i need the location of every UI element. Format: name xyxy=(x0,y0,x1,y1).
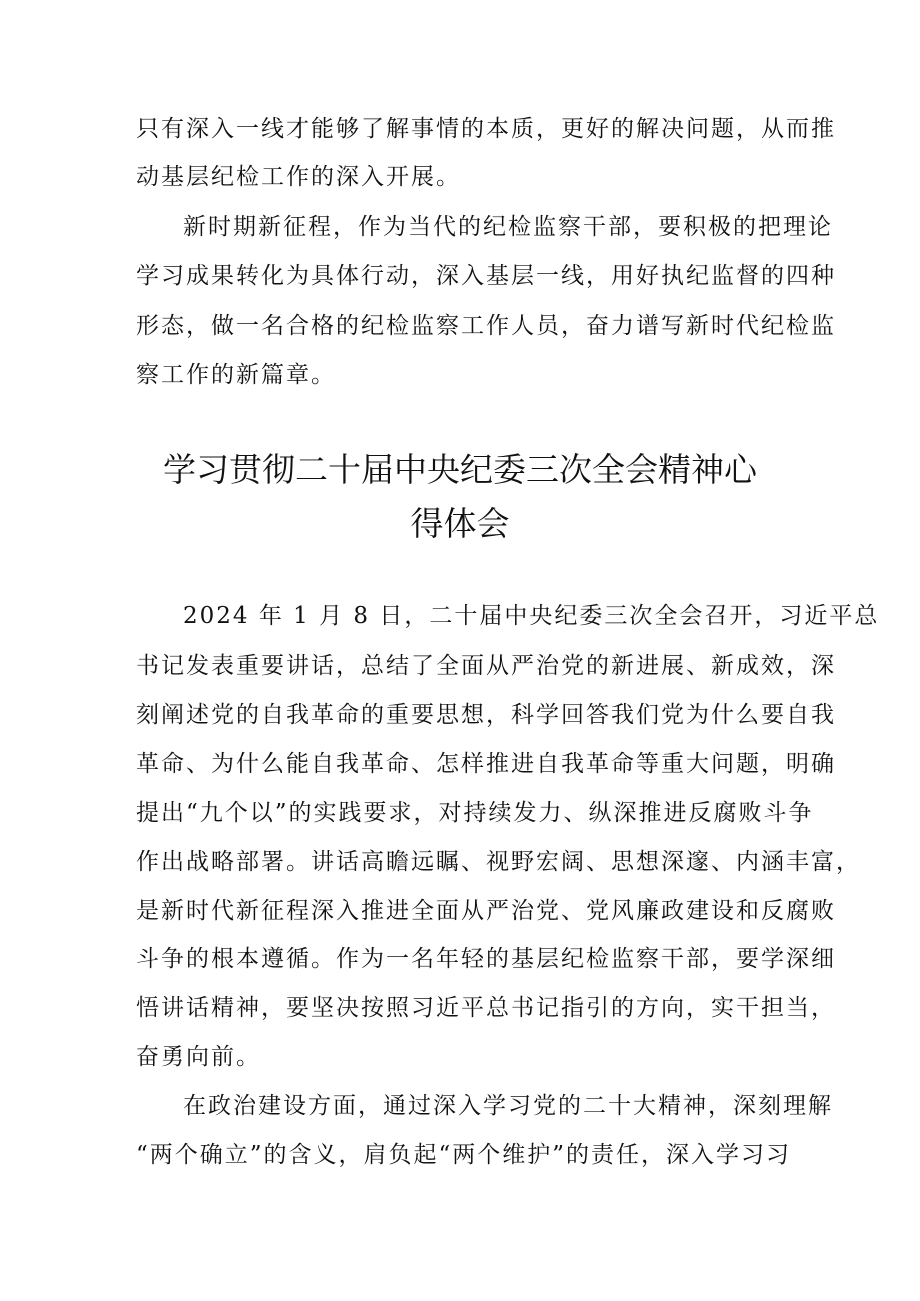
paragraph-line: 2024 年 1 月 8 日，二十届中央纪委三次全会召开，习近平总 xyxy=(183,603,880,629)
paragraph-line: 新时期新征程，作为当代的纪检监察干部，要积极的把理论 xyxy=(183,214,833,240)
paragraph-line: 是新时代新征程深入推进全面从严治党、党风廉政建设和反腐败 xyxy=(136,898,836,924)
paragraph-line: 书记发表重要讲话，总结了全面从严治党的新进展、新成效，深 xyxy=(136,653,836,679)
paragraph-line: “两个确立”的含义，肩负起“两个维护”的责任，深入学习习 xyxy=(136,1142,792,1168)
paragraph-line: 动基层纪检工作的深入开展。 xyxy=(136,164,461,190)
paragraph-line: 学习成果转化为具体行动，深入基层一线，用好执纪监督的四种 xyxy=(136,263,836,289)
paragraph-line: 革命、为什么能自我革命、怎样推进自我革命等重大问题，明确 xyxy=(136,751,836,777)
paragraph-line: 形态，做一名合格的纪检监察工作人员，奋力谱写新时代纪检监 xyxy=(136,313,836,339)
paragraph-line: 提出“九个以”的实践要求，对持续发力、纵深推进反腐败斗争 xyxy=(136,800,814,826)
page-title-continuation: 得体会 xyxy=(410,504,510,543)
paragraph-line: 在政治建设方面，通过深入学习党的二十大精神，深刻理解 xyxy=(183,1093,833,1119)
page-title: 学习贯彻二十届中央纪委三次全会精神心 xyxy=(163,450,757,489)
paragraph-line: 悟讲话精神，要坚决按照习近平总书记指引的方向，实干担当， xyxy=(136,995,836,1021)
paragraph-line: 只有深入一线才能够了解事情的本质，更好的解决问题，从而推 xyxy=(136,116,836,142)
paragraph-line: 斗争的根本遵循。作为一名年轻的基层纪检监察干部，要学深细 xyxy=(136,946,836,972)
paragraph-line: 刻阐述党的自我革命的重要思想，科学回答我们党为什么要自我 xyxy=(136,702,836,728)
paragraph-line: 察工作的新篇章。 xyxy=(136,362,336,388)
paragraph-line: 奋勇向前。 xyxy=(136,1044,261,1070)
paragraph-line: 作出战略部署。讲话高瞻远瞩、视野宏阔、思想深邃、内涵丰富， xyxy=(136,849,861,875)
